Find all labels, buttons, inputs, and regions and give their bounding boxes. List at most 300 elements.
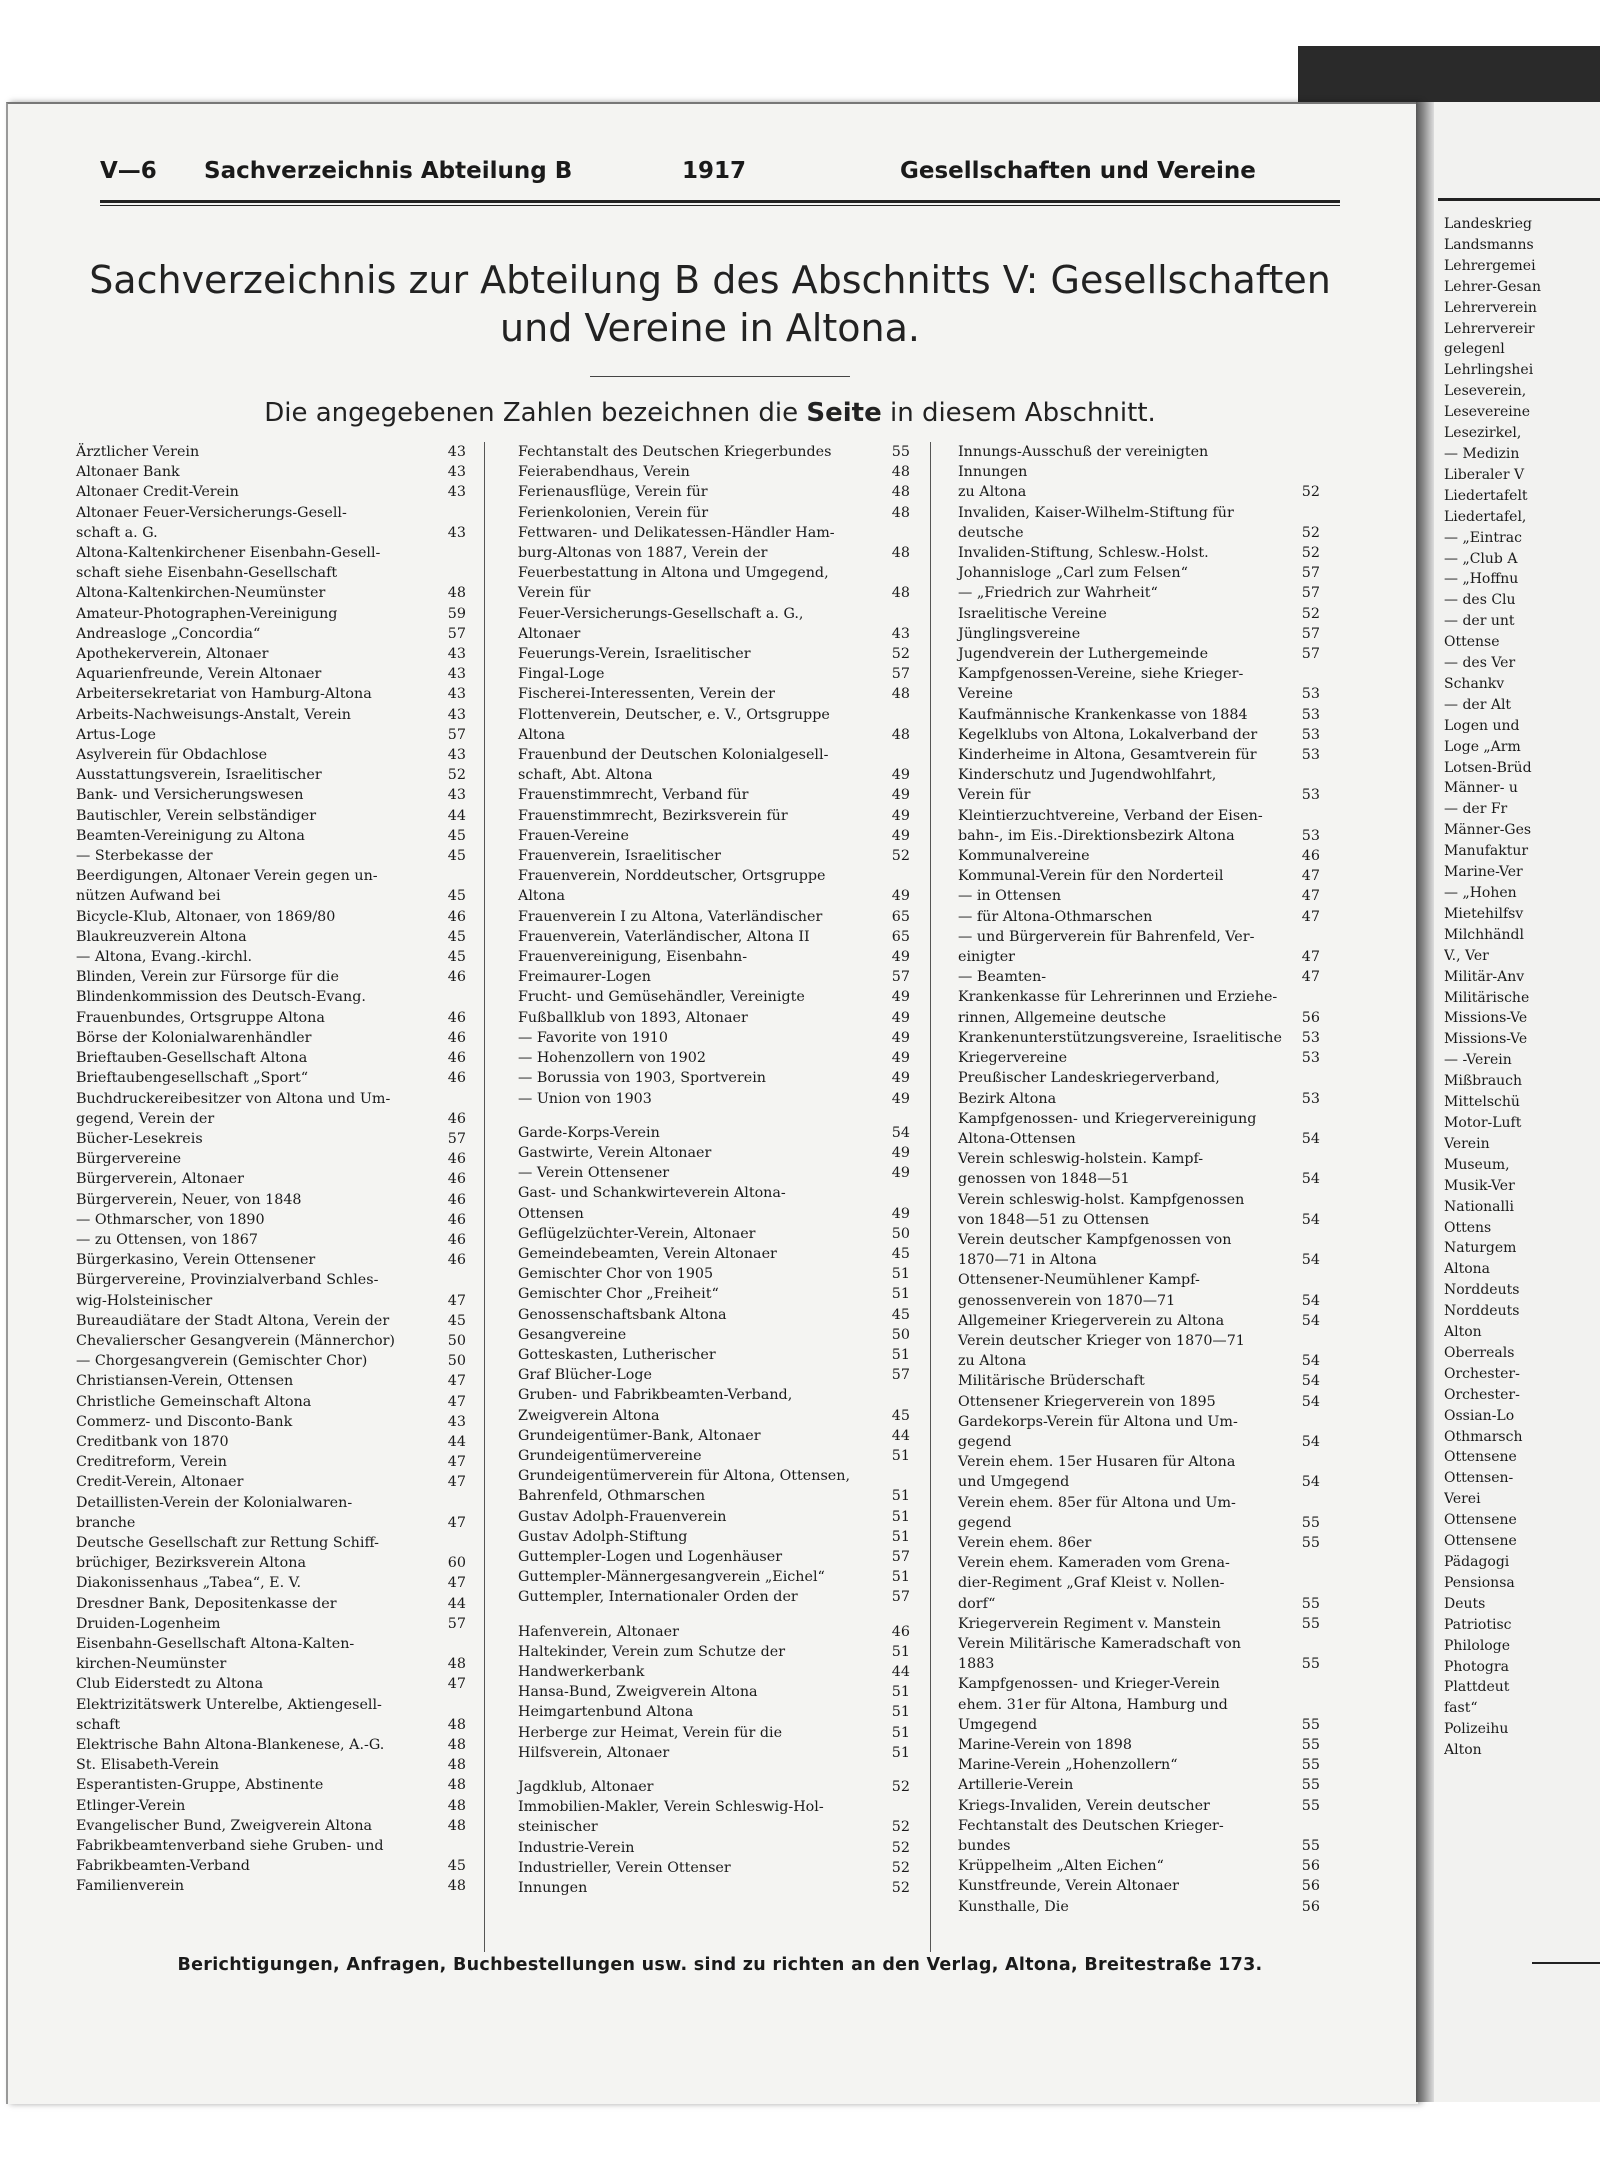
index-entry	[958, 1614, 1320, 1634]
entry-page-number: 50	[891, 1326, 910, 1343]
index-entry	[958, 1816, 1320, 1856]
entry-name: Feuerbestattung in Altona und Umgegend, Verein für	[518, 565, 829, 602]
index-entry	[958, 1068, 1320, 1108]
entry-page-number: 57	[891, 666, 910, 683]
entry-name: Allgemeiner Kriegerverein zu Altona	[958, 1312, 1225, 1329]
entry-page-number: 43	[447, 464, 466, 481]
entry-page-number: 53	[1301, 726, 1320, 743]
entry-page-number: 45	[891, 1306, 910, 1323]
entry-name: — Sterbekasse der	[76, 848, 213, 865]
index-entry	[518, 705, 910, 745]
index-entry	[76, 1472, 466, 1492]
entry-page-number: 52	[891, 1880, 910, 1897]
entry-name: — Hohenzollern von 1902	[518, 1050, 706, 1067]
entry-name: Jünglingsvereine	[958, 625, 1081, 642]
right-page-line: Polizeihu	[1444, 1721, 1509, 1738]
entry-name: Kampfgenossen- und Kriegervereinigung Altona-Ottensen	[958, 1110, 1257, 1147]
entry-name: Innungs-Ausschuß der vereinigten Innungen zu Altona	[958, 444, 1209, 501]
index-entry	[76, 1796, 466, 1816]
header-rule-thin	[100, 205, 1340, 206]
entry-name: Militärische Brüderschaft	[958, 1373, 1145, 1390]
entry-page-number: 43	[447, 747, 466, 764]
index-entry	[518, 1183, 910, 1223]
right-page-line: Orchester-	[1444, 1365, 1520, 1382]
index-entry	[76, 1149, 466, 1169]
entry-page-number: 55	[1301, 1615, 1320, 1632]
index-entry	[958, 1634, 1320, 1674]
entry-name: Verein schleswig-holstein. Kampf- genossen von 1848—51	[958, 1151, 1204, 1188]
index-entry	[518, 1777, 910, 1797]
entry-page-number: 45	[447, 888, 466, 905]
right-page-line: Philologe	[1444, 1637, 1510, 1654]
entry-page-number: 55	[891, 444, 910, 460]
index-entry	[518, 1365, 910, 1385]
entry-name: Bautischler, Verein selbständiger	[76, 807, 317, 824]
entry-page-number: 57	[1301, 585, 1320, 602]
right-page-line: Alton	[1444, 1324, 1482, 1341]
entry-page-number: 52	[1301, 605, 1320, 622]
entry-name: Krankenunterstützungsvereine, Israelitische	[958, 1029, 1282, 1046]
entry-name: Detaillisten-Verein der Kolonialwaren- branche	[76, 1494, 353, 1531]
index-entry	[76, 503, 466, 543]
entry-name: Gemischter Chor von 1905	[518, 1266, 714, 1283]
entry-page-number: 48	[447, 1777, 466, 1794]
entry-page-number: 56	[1301, 1878, 1320, 1895]
entry-page-number: 45	[891, 1407, 910, 1424]
entry-page-number: 53	[1301, 686, 1320, 703]
right-page-line: Othmarsch	[1444, 1428, 1523, 1445]
entry-name: Bank- und Versicherungswesen	[76, 787, 304, 804]
entry-name: — Beamten-	[958, 969, 1047, 986]
index-entry	[76, 442, 466, 462]
entry-page-number: 51	[891, 1724, 910, 1741]
right-page-line: Plattdeut	[1444, 1679, 1510, 1696]
entry-name: Creditbank von 1870	[76, 1433, 229, 1450]
entry-page-number: 45	[447, 1312, 466, 1329]
entry-name: Fingal-Loge	[518, 666, 605, 683]
entry-page-number: 51	[891, 1488, 910, 1505]
entry-page-number: 53	[1301, 827, 1320, 844]
scan-shadow-bar	[1298, 46, 1600, 108]
entry-name: Ferienausflüge, Verein für	[518, 484, 708, 501]
entry-page-number: 48	[447, 1737, 466, 1753]
index-entry	[518, 1878, 910, 1898]
index-entry	[76, 1573, 466, 1593]
entry-page-number: 54	[891, 1124, 910, 1141]
right-page-line: Nationalli	[1444, 1198, 1514, 1215]
right-page-line: Altona	[1444, 1261, 1491, 1278]
entry-page-number: 57	[447, 1615, 466, 1632]
right-page-line: — der unt	[1444, 613, 1515, 630]
entry-name: — in Ottensen	[958, 888, 1062, 905]
running-header	[100, 158, 1340, 198]
entry-page-number: 54	[1301, 1252, 1320, 1269]
entry-name: Esperantisten-Gruppe, Abstinente	[76, 1777, 324, 1794]
index-entry	[958, 866, 1320, 886]
index-entry	[518, 1723, 910, 1743]
index-entry	[958, 1149, 1320, 1189]
index-entry	[76, 1190, 466, 1210]
entry-page-number: 47	[1301, 949, 1320, 966]
index-entry	[518, 1702, 910, 1722]
right-page-line: Militär-Anv	[1444, 968, 1525, 985]
entry-page-number: 46	[447, 1070, 466, 1087]
entry-page-number: 47	[447, 1575, 466, 1592]
index-entry	[76, 1068, 466, 1088]
entry-page-number: 51	[891, 1684, 910, 1701]
entry-name: Amateur-Photographen-Vereinigung	[76, 605, 338, 622]
index-entry	[76, 1594, 466, 1614]
entry-page-number: 48	[891, 686, 910, 703]
entry-name: Kampfgenossen-Vereine, siehe Krieger- Vereine	[958, 666, 1244, 703]
entry-page-number: 47	[1301, 908, 1320, 925]
entry-page-number: 57	[447, 1130, 466, 1147]
right-page-line: Logen und	[1444, 717, 1520, 734]
right-page-line: Missions-Ve	[1444, 1031, 1528, 1048]
index-entry	[958, 765, 1320, 805]
entry-name: Frauenverein I zu Altona, Vaterländischer	[518, 908, 823, 925]
entry-page-number: 46	[447, 1252, 466, 1269]
entry-name: Commerz- und Disconto-Bank	[76, 1413, 293, 1430]
entry-page-number: 43	[447, 706, 466, 723]
index-entry	[518, 1547, 910, 1567]
entry-name: Blinden, Verein zur Fürsorge für die	[76, 969, 339, 986]
entry-page-number: 46	[1301, 848, 1320, 865]
entry-page-number: 49	[891, 888, 910, 905]
index-entry	[76, 765, 466, 785]
entry-name: Hilfsverein, Altonaer	[518, 1744, 670, 1761]
right-page-line: Norddeuts	[1444, 1303, 1520, 1320]
entry-page-number: 49	[891, 1029, 910, 1046]
index-entry	[958, 1735, 1320, 1755]
entry-page-number: 56	[1301, 1009, 1320, 1026]
right-page-line: Lesezirkel,	[1444, 425, 1522, 442]
entry-name: Feierabendhaus, Verein	[518, 464, 690, 481]
index-entry	[76, 866, 466, 906]
entry-page-number: 49	[891, 827, 910, 844]
right-page-line: Missions-Ve	[1444, 1010, 1528, 1027]
entry-page-number: 55	[1301, 1838, 1320, 1855]
index-entry	[518, 1642, 910, 1662]
entry-page-number: 48	[447, 1757, 466, 1774]
index-entry	[958, 1109, 1320, 1149]
right-page-line: Lesevereine	[1444, 404, 1531, 421]
entry-name: Etlinger-Verein	[76, 1797, 186, 1814]
entry-name: Genossenschaftsbank Altona	[518, 1306, 727, 1323]
entry-name: Verein ehem. Kameraden vom Grena- dier-Regiment „Graf Kleist v. Nollen- dorf“	[958, 1555, 1230, 1612]
index-entry	[958, 503, 1320, 543]
right-page-line: Ottensene	[1444, 1533, 1517, 1550]
index-entry	[76, 1816, 466, 1836]
index-entry	[76, 1493, 466, 1533]
entry-name: Gemischter Chor „Freiheit“	[518, 1286, 719, 1303]
index-entry	[958, 1452, 1320, 1492]
right-page-line: Mißbrauch	[1444, 1073, 1523, 1090]
entry-name: Fechtanstalt des Deutschen Kriegerbundes	[518, 444, 832, 460]
entry-page-number: 52	[1301, 545, 1320, 562]
subtitle-before: Die angegebenen Zahlen bezeichnen die	[264, 398, 807, 428]
index-entry	[958, 1331, 1320, 1371]
entry-page-number: 53	[1301, 787, 1320, 804]
entry-name: Jagdklub, Altonaer	[518, 1779, 654, 1795]
index-entry	[958, 1230, 1320, 1270]
index-entry	[958, 1775, 1320, 1795]
right-page-line: Orchester-	[1444, 1386, 1520, 1403]
right-page-line: Ottensen-	[1444, 1470, 1514, 1487]
entry-name: Credit-Verein, Altonaer	[76, 1474, 244, 1491]
entry-page-number: 50	[447, 1332, 466, 1349]
index-entry	[518, 806, 910, 826]
entry-page-number: 47	[447, 1514, 466, 1531]
index-entry	[76, 1331, 466, 1351]
index-entry	[518, 684, 910, 704]
entry-page-number: 44	[891, 1663, 910, 1680]
right-page-line: Milchhändl	[1444, 926, 1524, 943]
entry-name: Blaukreuzverein Altona	[76, 928, 247, 945]
entry-page-number: 48	[891, 484, 910, 501]
entry-name: Industrie-Verein	[518, 1839, 635, 1856]
entry-page-number: 53	[1301, 706, 1320, 723]
entry-page-number: 47	[1301, 888, 1320, 905]
entry-name: Grundeigentümervereine	[518, 1447, 702, 1464]
entry-page-number: 53	[1301, 1050, 1320, 1067]
entry-page-number: 47	[447, 1373, 466, 1390]
entry-name: Chevalierscher Gesangverein (Männerchor)	[76, 1332, 395, 1349]
entry-page-number: 55	[1301, 1534, 1320, 1551]
right-page-line: Lehrlingshei	[1444, 362, 1534, 379]
index-entry	[76, 1452, 466, 1472]
entry-page-number: 48	[447, 1716, 466, 1733]
entry-name: Frucht- und Gemüsehändler, Vereinigte	[518, 989, 805, 1006]
entry-page-number: 46	[447, 1211, 466, 1228]
index-entry	[76, 1412, 466, 1432]
entry-page-number: 43	[447, 1413, 466, 1430]
index-entry	[518, 1507, 910, 1527]
entry-name: Bücher-Lesekreis	[76, 1130, 203, 1147]
entry-name: Gotteskasten, Lutherischer	[518, 1346, 716, 1363]
index-entry	[958, 1028, 1320, 1048]
entry-name: — Othmarscher, von 1890	[76, 1211, 265, 1228]
index-entry	[958, 624, 1320, 644]
entry-name: Bürgerverein, Neuer, von 1848	[76, 1191, 302, 1208]
index-entry	[518, 482, 910, 502]
index-entry	[518, 644, 910, 664]
entry-page-number: 43	[447, 646, 466, 663]
entry-page-number: 65	[891, 908, 910, 925]
index-entry	[76, 947, 466, 967]
entry-page-number: 57	[447, 726, 466, 743]
right-page-line: Ottensene	[1444, 1512, 1517, 1529]
index-entry	[958, 1533, 1320, 1553]
entry-name: Bureaudiätare der Stadt Altona, Verein der	[76, 1312, 390, 1329]
entry-page-number: 46	[447, 1050, 466, 1067]
entry-page-number: 49	[891, 1165, 910, 1182]
index-entry	[518, 1797, 910, 1837]
right-page-line: Naturgem	[1444, 1240, 1517, 1257]
entry-name: Gustav Adolph-Stiftung	[518, 1528, 688, 1545]
index-entry	[76, 846, 466, 866]
entry-page-number: 47	[447, 1676, 466, 1693]
index-entry	[518, 462, 910, 482]
entry-page-number: 47	[1301, 868, 1320, 885]
index-entry	[76, 624, 466, 644]
entry-page-number: 55	[1301, 1797, 1320, 1814]
entry-page-number: 46	[447, 1231, 466, 1248]
entry-name: Frauenstimmrecht, Bezirksverein für	[518, 807, 788, 824]
entry-name: — und Bürgerverein für Bahrenfeld, Ver- einigter	[958, 928, 1255, 966]
entry-page-number: 55	[1301, 1757, 1320, 1774]
index-entry	[76, 1351, 466, 1371]
index-entry	[518, 1143, 910, 1163]
index-entry	[958, 927, 1320, 967]
entry-page-number: 55	[1301, 1716, 1320, 1733]
index-entry	[518, 1466, 910, 1506]
right-page-line: — „Club A	[1444, 550, 1518, 567]
entry-name: Deutsche Gesellschaft zur Rettung Schiff- brüchiger, Bezirksverein Altona	[76, 1534, 379, 1572]
index-entry	[518, 1163, 910, 1183]
index-entry	[518, 604, 910, 644]
index-entry	[518, 987, 910, 1007]
right-page-line: Verei	[1444, 1491, 1481, 1508]
entry-page-number: 54	[1301, 1312, 1320, 1329]
entry-name: Gemeindebeamten, Verein Altonaer	[518, 1245, 777, 1262]
entry-name: Ottensener-Neumühlener Kampf- genossenverein von 1870—71	[958, 1272, 1200, 1309]
entry-name: Frauenbund der Deutschen Kolonialgesell- schaft, Abt. Altona	[518, 747, 829, 784]
entry-name: Kommunalvereine	[958, 848, 1090, 865]
index-entry	[76, 1674, 466, 1694]
index-entry	[76, 1695, 466, 1735]
right-page-line: — „Hoffnu	[1444, 571, 1519, 588]
right-page-line: — des Ver	[1444, 655, 1516, 672]
entry-page-number: 65	[891, 928, 910, 945]
entry-page-number: 47	[447, 1393, 466, 1410]
index-entry	[958, 1553, 1320, 1614]
entry-page-number: 48	[447, 1656, 466, 1673]
right-page-line: Mittelschü	[1444, 1094, 1520, 1111]
entry-name: Kriegerverein Regiment v. Manstein	[958, 1615, 1221, 1632]
entry-name: Frauenverein, Israelitischer	[518, 848, 721, 865]
entry-page-number: 57	[891, 1589, 910, 1606]
entry-page-number: 49	[891, 767, 910, 784]
right-page-footer-rule	[1532, 1962, 1600, 1964]
index-entry	[518, 1325, 910, 1345]
index-entry	[518, 1224, 910, 1244]
entry-page-number: 46	[447, 908, 466, 925]
entry-page-number: 49	[891, 1205, 910, 1222]
right-page-line: fast“	[1444, 1700, 1478, 1717]
index-entry	[76, 987, 466, 1027]
right-page-line: Liedertafel,	[1444, 508, 1527, 525]
index-entry	[958, 1392, 1320, 1412]
entry-name: — Favorite von 1910	[518, 1029, 668, 1046]
entry-page-number: 51	[891, 1286, 910, 1303]
entry-name: Bürgervereine, Provinzialverband Schles- wig-Holsteinischer	[76, 1272, 379, 1309]
entry-name: Freimaurer-Logen	[518, 969, 651, 986]
entry-name: Krankenkasse für Lehrerinnen und Erziehe- rinnen, Allgemeine deutsche	[958, 989, 1278, 1026]
entry-page-number: 48	[447, 1817, 466, 1834]
index-entry	[76, 1371, 466, 1391]
entry-name: Verein schleswig-holst. Kampfgenossen von 1848—51 zu Ottensen	[958, 1191, 1245, 1228]
index-entry	[518, 1527, 910, 1547]
entry-page-number: 47	[447, 1292, 466, 1309]
index-entry	[76, 1129, 466, 1149]
entry-page-number: 54	[1301, 1130, 1320, 1147]
entry-page-number: 44	[447, 1433, 466, 1450]
entry-name: Flottenverein, Deutscher, e. V., Ortsgruppe Altona	[518, 706, 830, 743]
index-entry	[76, 1432, 466, 1452]
right-page-line: Alton	[1444, 1742, 1482, 1759]
index-entry	[76, 1634, 466, 1674]
entry-name: Invaliden, Kaiser-Wilhelm-Stiftung für deutsche	[958, 504, 1234, 541]
entry-name: Elektrizitätswerk Unterelbe, Aktiengesell- schaft	[76, 1696, 382, 1733]
index-entry	[518, 1426, 910, 1446]
index-entry	[76, 1876, 466, 1896]
entry-name: Diakonissenhaus „Tabea“, E. V.	[76, 1575, 302, 1592]
entry-page-number: 53	[1301, 747, 1320, 764]
entry-name: Marine-Verein „Hohenzollern“	[958, 1757, 1178, 1774]
entry-name: Apothekerverein, Altonaer	[76, 646, 269, 663]
entry-name: Ferienkolonien, Verein für	[518, 504, 709, 521]
entry-name: Andreasloge „Concordia“	[76, 625, 261, 642]
entry-name: Kunstfreunde, Verein Altonaer	[958, 1878, 1179, 1895]
entry-name: — zu Ottensen, von 1867	[76, 1231, 258, 1248]
index-entry	[518, 846, 910, 866]
entry-page-number: 55	[1301, 1514, 1320, 1531]
entry-page-number: 51	[891, 1508, 910, 1525]
right-page-line: Photogra	[1444, 1658, 1509, 1675]
entry-name: Brieftaubengesellschaft „Sport“	[76, 1070, 309, 1087]
entry-name: Gustav Adolph-Frauenverein	[518, 1508, 727, 1525]
entry-name: Creditreform, Verein	[76, 1454, 227, 1471]
entry-name: Bicycle-Klub, Altonaer, von 1869/80	[76, 908, 336, 925]
entry-page-number: 46	[447, 1110, 466, 1127]
entry-page-number: 45	[447, 949, 466, 966]
entry-page-number: 54	[1301, 1171, 1320, 1188]
entry-name: — Chorgesangverein (Gemischter Chor)	[76, 1353, 368, 1370]
entry-name: Fabrikbeamtenverband siehe Gruben- und Fabrikbeamten-Verband	[76, 1838, 384, 1875]
entry-page-number: 54	[1301, 1373, 1320, 1390]
entry-page-number: 47	[447, 1474, 466, 1491]
entry-name: Fischerei-Interessenten, Verein der	[518, 686, 775, 703]
entry-name: Bürgerkasino, Verein Ottensener	[76, 1252, 316, 1269]
entry-name: Verein ehem. 15er Husaren für Altona und Umgegend	[958, 1454, 1236, 1491]
header-year: 1917	[682, 158, 747, 184]
entry-page-number: 46	[447, 1009, 466, 1026]
entry-page-number: 46	[447, 1029, 466, 1046]
right-page-line: Lehrervereir	[1444, 320, 1535, 337]
entry-page-number: 43	[447, 444, 466, 460]
entry-name: Kinderheime in Altona, Gesamtverein für	[958, 747, 1257, 764]
right-page-line: — der Alt	[1444, 696, 1512, 713]
entry-page-number: 45	[447, 1858, 466, 1875]
right-page-line: Ossian-Lo	[1444, 1407, 1515, 1424]
entry-name: Evangelischer Bund, Zweigverein Altona	[76, 1817, 373, 1834]
index-entry	[76, 604, 466, 624]
right-page-line: Pädagogi	[1444, 1554, 1510, 1570]
index-entry	[518, 866, 910, 906]
index-entry	[76, 1614, 466, 1634]
entry-page-number: 57	[891, 1548, 910, 1565]
entry-page-number: 51	[891, 1266, 910, 1283]
entry-name: Artus-Loge	[76, 726, 156, 743]
entry-name: Kampfgenossen- und Krieger-Verein ehem. 31er für Altona, Hamburg und Umgegend	[958, 1676, 1228, 1733]
index-entry	[518, 1123, 910, 1143]
entry-name: Aquarienfreunde, Verein Altonaer	[76, 666, 322, 683]
entry-name: — Verein Ottensener	[518, 1165, 670, 1182]
right-page-line: Ottensene	[1444, 1449, 1517, 1466]
entry-name: Beamten-Vereinigung zu Altona	[76, 827, 305, 844]
entry-name: Handwerkerbank	[518, 1663, 645, 1680]
